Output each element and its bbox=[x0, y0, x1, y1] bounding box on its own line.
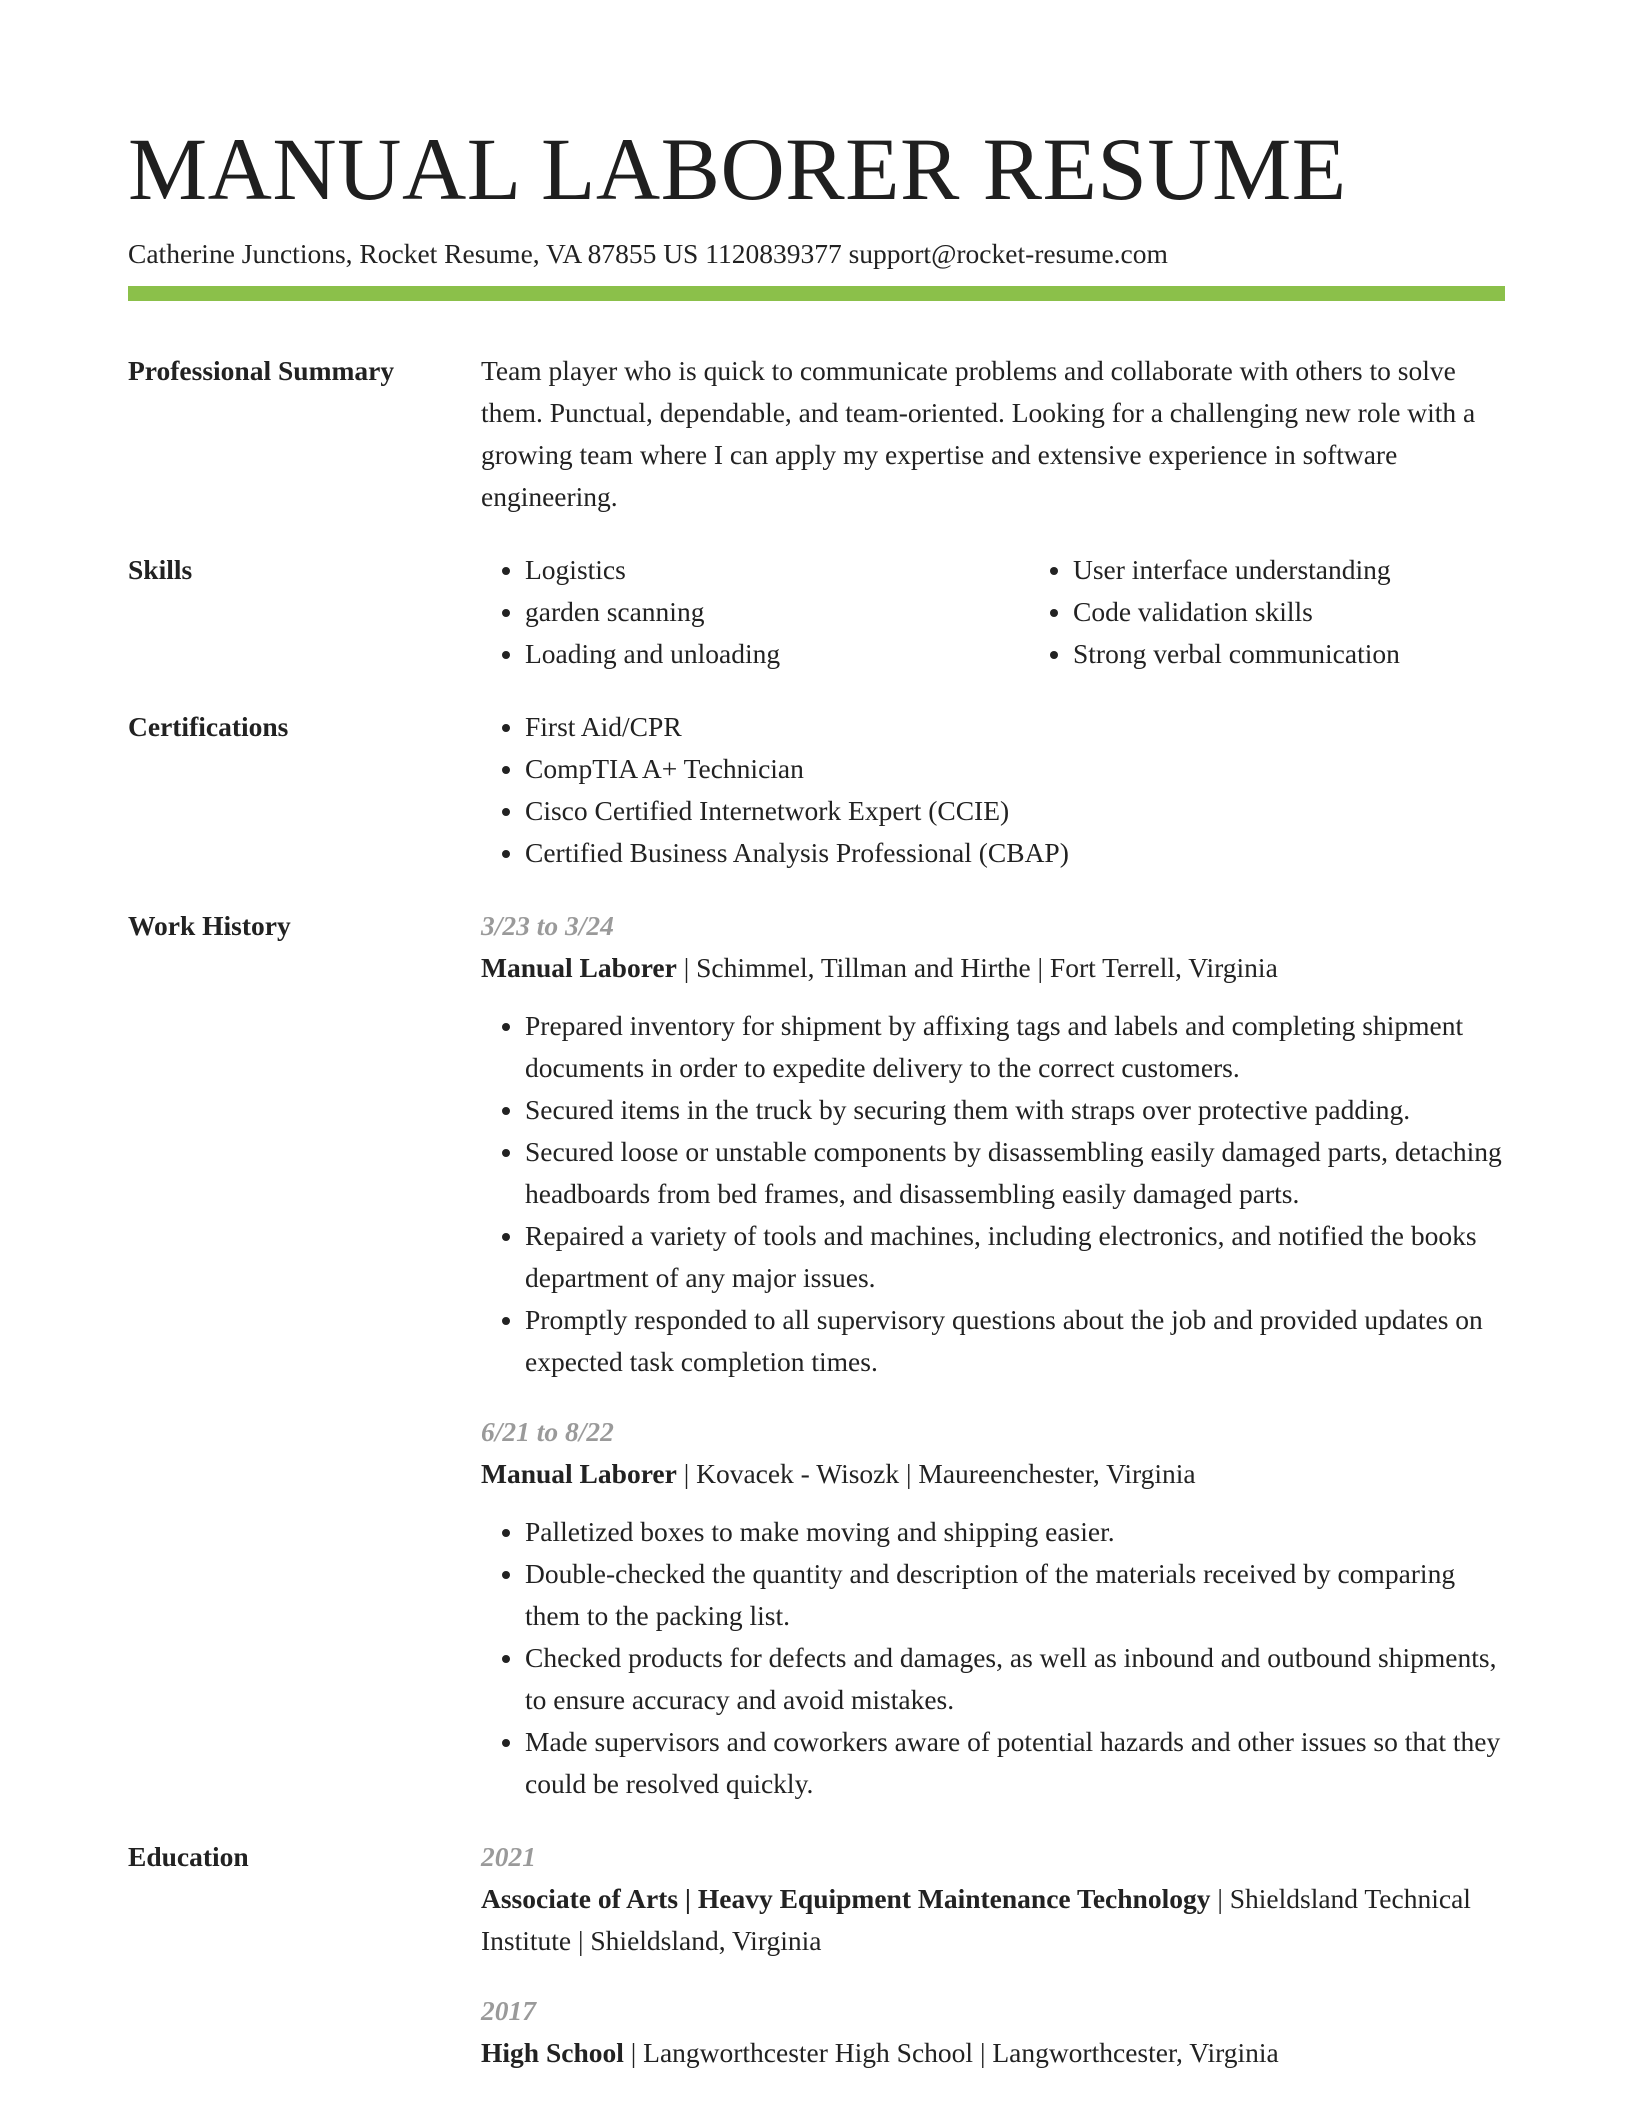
work-history-section bbox=[128, 905, 1505, 1805]
job-bullet: • Repaired a variety of tools and machines, including electronics, and notified the books department of any major issues. bbox=[525, 1215, 1505, 1299]
contact-line: Catherine Junctions, Rocket Resume, VA 87855 US 1120839377 support@rocket-resume.com bbox=[128, 238, 1168, 269]
work-history-body bbox=[481, 905, 1505, 1805]
education-entry bbox=[481, 1836, 1505, 1962]
job-bullet: • Secured loose or unstable components by disassembling easily damaged parts, detaching headboards from bed frames, and disassembling easily damaged parts. bbox=[525, 1131, 1505, 1215]
skills-column-1 bbox=[481, 549, 1029, 675]
skill-item: • Code validation skills bbox=[1073, 591, 1577, 633]
education-body bbox=[481, 1836, 1505, 2074]
certifications-body bbox=[481, 706, 1505, 874]
education-details: | Shieldsland Technical Institute | Shieldsland, Virginia bbox=[481, 1883, 1471, 1956]
job-dates: 3/23 to 3/24 bbox=[481, 910, 614, 941]
certifications-list bbox=[481, 706, 1505, 874]
job-bullets bbox=[481, 1005, 1505, 1383]
education-details: | Langworthcester High School | Langworthcester, Virginia bbox=[623, 2037, 1279, 2068]
education-year: 2021 bbox=[481, 1841, 536, 1872]
job-details: | Schimmel, Tillman and Hirthe | Fort Terrell, Virginia bbox=[676, 952, 1278, 983]
certification-item: • First Aid/CPR bbox=[525, 706, 1505, 748]
resume-title: MANUAL LABORER RESUME bbox=[128, 121, 1347, 219]
skills-grid bbox=[481, 549, 1577, 675]
education-heading bbox=[481, 2032, 1505, 2074]
job-heading bbox=[481, 1453, 1505, 1495]
skill-item: • garden scanning bbox=[525, 591, 1029, 633]
certifications-label: Certifications bbox=[128, 711, 289, 742]
certification-item: • Certified Business Analysis Professional (CBAP) bbox=[525, 832, 1505, 874]
skill-item: • Logistics bbox=[525, 549, 1029, 591]
education-entry bbox=[481, 1990, 1505, 2074]
job-bullet: • Made supervisors and coworkers aware of potential hazards and other issues so that they could be resolved quickly. bbox=[525, 1721, 1505, 1805]
job-dates: 6/21 to 8/22 bbox=[481, 1416, 614, 1447]
summary-label: Professional Summary bbox=[128, 355, 395, 386]
summary-text: Team player who is quick to communicate problems and collaborate with others to solve them. Punctual, dependable, and team-oriented. Looking for a challenging new role with a growing team where I can apply my expertise and extensive experience in software engineering. bbox=[481, 355, 1476, 512]
skill-item: • User interface understanding bbox=[1073, 549, 1577, 591]
job-entry bbox=[481, 1411, 1505, 1805]
job-bullet: • Secured items in the truck by securing them with straps over protective padding. bbox=[525, 1089, 1505, 1131]
job-bullet: • Prepared inventory for shipment by affixing tags and labels and completing shipment documents in order to expedite delivery to the correct customers. bbox=[525, 1005, 1505, 1089]
skills-column-2 bbox=[1029, 549, 1577, 675]
job-title: Manual Laborer bbox=[481, 952, 677, 983]
certification-item: • CompTIA A+ Technician bbox=[525, 748, 1505, 790]
education-heading bbox=[481, 1878, 1505, 1962]
job-title: Manual Laborer bbox=[481, 1458, 677, 1489]
job-bullets bbox=[481, 1511, 1505, 1805]
skill-item: • Strong verbal communication bbox=[1073, 633, 1577, 675]
skills-section bbox=[128, 549, 1505, 675]
education-degree: High School bbox=[481, 2037, 624, 2068]
job-entry bbox=[481, 905, 1505, 1383]
skills-label: Skills bbox=[128, 554, 193, 585]
certification-item: • Cisco Certified Internetwork Expert (CCIE) bbox=[525, 790, 1505, 832]
education-label: Education bbox=[128, 1841, 249, 1872]
job-details: | Kovacek - Wisozk | Maureenchester, Virginia bbox=[676, 1458, 1196, 1489]
job-bullet: • Promptly responded to all supervisory questions about the job and provided updates on expected task completion times. bbox=[525, 1299, 1505, 1383]
job-bullet: • Palletized boxes to make moving and shipping easier. bbox=[525, 1511, 1505, 1553]
skill-item: • Loading and unloading bbox=[525, 633, 1029, 675]
job-bullet: • Double-checked the quantity and description of the materials received by comparing them to the packing list. bbox=[525, 1553, 1505, 1637]
summary-section bbox=[128, 350, 1505, 518]
job-bullet: • Checked products for defects and damages, as well as inbound and outbound shipments, to ensure accuracy and avoid mistakes. bbox=[525, 1637, 1505, 1721]
education-section bbox=[128, 1836, 1505, 2074]
work-history-label: Work History bbox=[128, 910, 291, 941]
job-heading bbox=[481, 947, 1505, 989]
education-year: 2017 bbox=[481, 1995, 536, 2026]
education-degree: Associate of Arts | Heavy Equipment Maintenance Technology bbox=[481, 1883, 1211, 1914]
resume-page bbox=[128, 118, 1505, 2074]
certifications-section bbox=[128, 706, 1505, 874]
accent-divider bbox=[128, 286, 1505, 301]
